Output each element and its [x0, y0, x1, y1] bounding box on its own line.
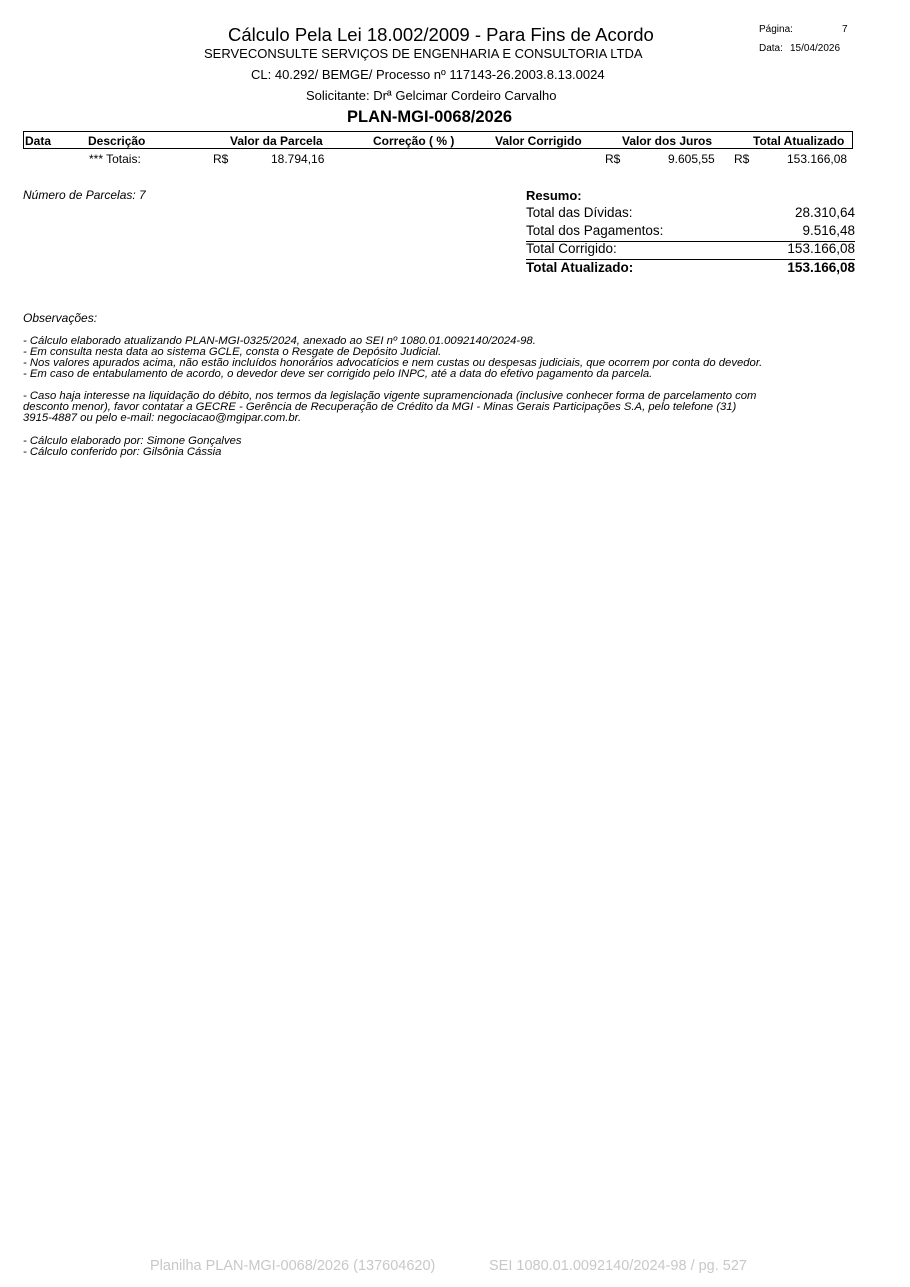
plan-code: PLAN-MGI-0068/2026 [347, 108, 513, 126]
totals-label: *** Totais: [89, 152, 141, 166]
total-valor-parcela: 18.794,16 [271, 152, 325, 166]
company-name: SERVECONSULTE SERVIÇOS DE ENGENHARIA E CONSULTORIA LTDA [204, 46, 643, 61]
summary-label: Total dos Pagamentos: [526, 223, 664, 238]
column-header-valor-juros: Valor dos Juros [622, 134, 713, 148]
page-number: 7 [842, 24, 848, 35]
currency-symbol: R$ [734, 152, 750, 166]
observations-block [23, 436, 242, 458]
summary-title: Resumo: [526, 188, 582, 203]
summary-row-total [526, 260, 855, 278]
observation-line: - Cálculo elaborado por: Simone Gonçalves [23, 435, 242, 447]
currency-symbol: R$ [605, 152, 621, 166]
observation-line: - Em caso de entabulamento de acordo, o devedor deve ser corrigido pelo INPC, até a data do efetivo pagamento da parcela. [23, 368, 653, 380]
summary-value: 153.166,08 [787, 260, 855, 275]
column-header-correcao: Correção ( % ) [373, 134, 455, 148]
observations-title: Observações: [23, 311, 98, 325]
installments-count: Número de Parcelas: 7 [23, 188, 146, 202]
column-header-valor-parcela: Valor da Parcela [230, 134, 323, 148]
document-title: Cálculo Pela Lei 18.002/2009 - Para Fins de Acordo [228, 24, 654, 45]
summary-value: 153.166,08 [787, 241, 855, 256]
summary-label: Total Corrigido: [526, 241, 617, 256]
summary-label: Total das Dívidas: [526, 205, 633, 220]
page-label: Página: [759, 24, 793, 35]
summary-row [526, 241, 855, 260]
observations-block [23, 391, 756, 424]
table-header [23, 131, 853, 149]
footer-plan-reference: Planilha PLAN-MGI-0068/2026 (137604620) [150, 1258, 436, 1274]
summary-label: Total Atualizado: [526, 260, 634, 275]
date-value: 15/04/2026 [790, 43, 841, 54]
total-atualizado: 153.166,08 [787, 152, 848, 166]
process-line: CL: 40.292/ BEMGE/ Processo nº 117143-26.2003.8.13.0024 [251, 67, 605, 82]
observation-line: desconto menor), favor contatar a GECRE - Gerência de Recuperação de Crédito da MGI - Minas Gerais Participações S.A, pelo telefone (31) [23, 401, 737, 413]
footer-sei-reference: SEI 1080.01.0092140/2024-98 / pg. 527 [489, 1258, 747, 1274]
observation-line: - Nos valores apurados acima, não estão incluídos honorários advocatícios e nem custas ou despesas judiciais, que ocorrem por conta do devedor. [23, 357, 763, 369]
observation-line: - Em consulta nesta data ao sistema GCLE, consta o Resgate de Depósito Judicial. [23, 346, 442, 358]
column-header-descricao: Descrição [88, 134, 146, 148]
observation-line: - Cálculo conferido por: Gilsônia Cássia [23, 446, 222, 458]
summary-value: 28.310,64 [794, 205, 855, 220]
requester-line: Solicitante: Drª Gelcimar Cordeiro Carvalho [306, 88, 557, 103]
column-header-data: Data [25, 134, 52, 148]
summary-row [526, 223, 855, 242]
observations-block [23, 336, 762, 380]
date-label: Data: [759, 43, 783, 54]
summary-value: 9.516,48 [802, 223, 855, 238]
total-valor-juros: 9.605,55 [668, 152, 715, 166]
observation-line: - Cálculo elaborado atualizando PLAN-MGI-0325/2024, anexado ao SEI nº 1080.01.0092140/2024-98. [23, 335, 536, 347]
summary-row [526, 205, 855, 223]
observation-line: - Caso haja interesse na liquidação do débito, nos termos da legislação vigente supramencionada (inclusive conhecer forma de parcelamento com [23, 390, 757, 402]
column-header-total-atualizado: Total Atualizado [753, 134, 845, 148]
observation-line: 3915-4887 ou pelo e-mail: negociacao@mgipar.com.br. [23, 412, 302, 424]
currency-symbol: R$ [213, 152, 229, 166]
column-header-valor-corrigido: Valor Corrigido [495, 134, 582, 148]
